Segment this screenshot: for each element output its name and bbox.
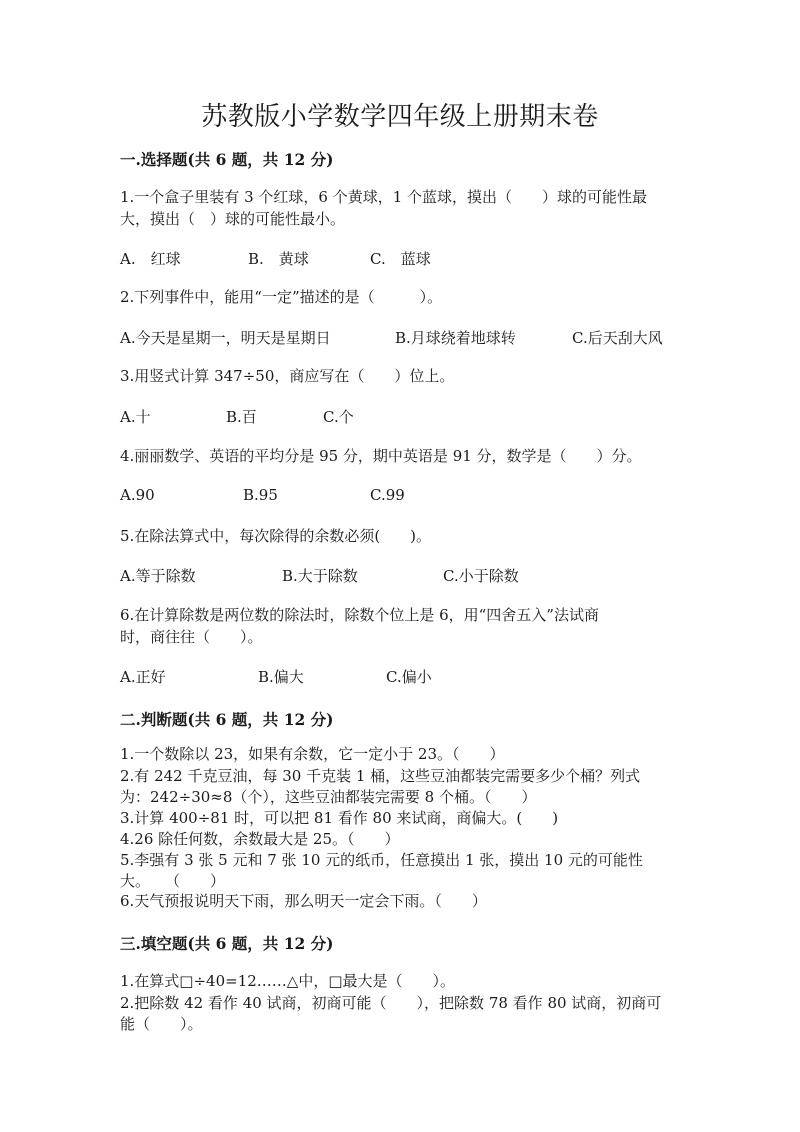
statement-line: 6.天气预报说明天下雨，那么明天一定会下雨。（ ） [120,892,487,910]
option-c: C.偏小 [386,668,432,686]
question-text: 5.在除法算式中，每次除得的余数必须( )。 [120,527,432,545]
option-c: C. 蓝球 [370,250,431,268]
option-a: A.正好 [120,668,166,686]
fill-in-line: 2.把除数 42 看作 40 试商，初商可能（ ），把除数 78 看作 80 试商，初商可 [120,994,662,1012]
option-c: C.99 [370,486,405,504]
statement-line: 为：242÷30≈8（个），这些豆油都装完需要 8 个桶。（ ） [120,788,537,806]
option-a: A.90 [120,486,155,504]
option-b: B.偏大 [258,668,304,686]
question-text: 大，摸出（ ）球的可能性最小。 [120,210,346,228]
option-b: B.百 [226,408,257,426]
question-text: 6.在计算除数是两位数的除法时，除数个位上是 6，用“四舍五入”法试商 [120,606,599,624]
statement-line: 大。 （ ） [120,872,226,890]
option-c: C.后天刮大风 [572,329,663,347]
statement-line: 2.有 242 千克豆油，每 30 千克装 1 桶，这些豆油都装完需要多少个桶？列式 [120,767,641,785]
section-heading-fill-in: 三.填空题(共 6 题，共 12 分) [120,934,334,953]
page-title: 苏教版小学数学四年级上册期末卷 [201,102,599,132]
section-heading-judgement: 二.判断题(共 6 题，共 12 分) [120,710,334,729]
section-heading-choice: 一.选择题(共 6 题，共 12 分) [120,150,334,169]
option-c: C.小于除数 [443,567,519,585]
option-b: B.月球绕着地球转 [395,329,516,347]
statement-line: 3.计算 400÷81 时，可以把 81 看作 80 来试商，商偏大。( ) [120,809,559,827]
statement-line: 4.26 除任何数，余数最大是 25。（ ） [120,830,400,848]
fill-in-line: 能（ ）。 [120,1015,203,1033]
option-a: A.十 [120,408,151,426]
option-a: A.今天是星期一，明天是星期日 [120,329,331,347]
option-b: B.大于除数 [282,567,358,585]
fill-in-line: 1.在算式□÷40=12……△中，□最大是（ ）。 [120,972,456,990]
option-a: A. 红球 [120,250,181,268]
option-b: B. 黄球 [248,250,309,268]
statement-line: 5.李强有 3 张 5 元和 7 张 10 元的纸币，任意摸出 1 张，摸出 10 元的可能性 [120,851,643,869]
question-text: 时，商往往（ ）。 [120,628,263,646]
question-text: 3.用竖式计算 347÷50，商应写在（ ）位上。 [120,367,455,385]
option-b: B.95 [243,486,278,504]
option-c: C.个 [323,408,354,426]
question-text: 2.下列事件中，能用“一定”描述的是（ ）。 [120,288,443,306]
option-a: A.等于除数 [120,567,196,585]
question-text: 4.丽丽数学、英语的平均分是 95 分，期中英语是 91 分，数学是（ ）分。 [120,447,642,465]
statement-line: 1.一个数除以 23，如果有余数，它一定小于 23。（ ） [120,745,505,763]
question-text: 1.一个盒子里装有 3 个红球，6 个黄球，1 个蓝球，摸出（ ）球的可能性最 [120,188,648,206]
